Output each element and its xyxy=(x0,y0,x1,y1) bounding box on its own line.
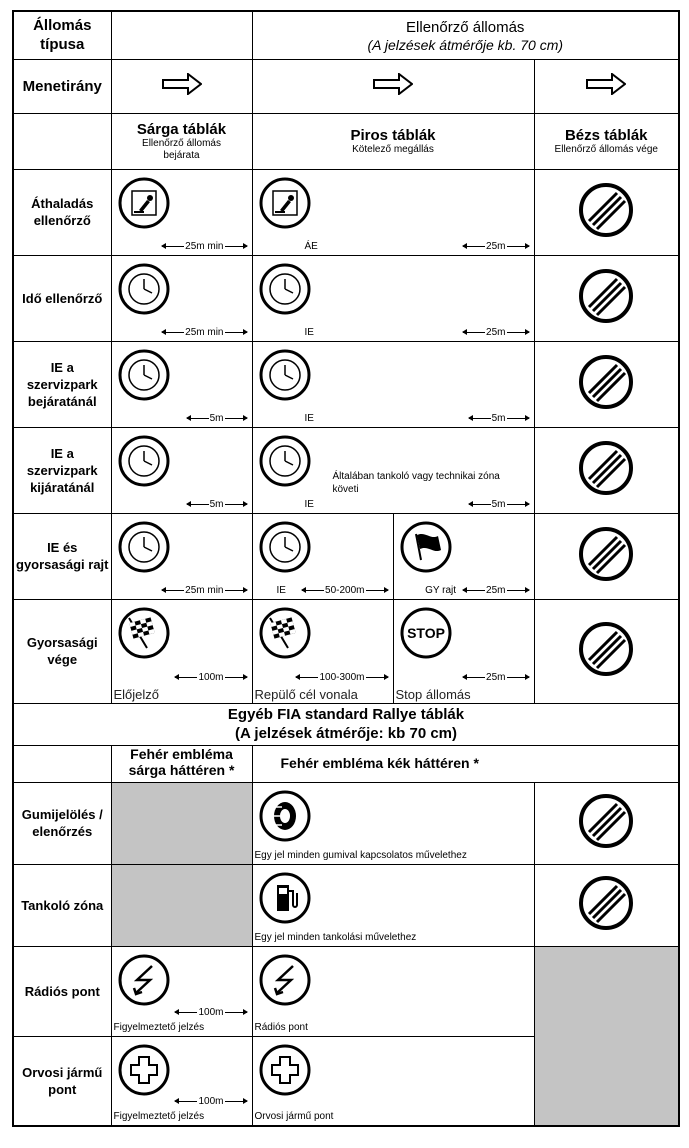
direction-arrow-icon xyxy=(373,73,413,95)
direction-arrow-icon xyxy=(586,73,626,95)
stamp-icon xyxy=(117,176,171,230)
table-row: Orvosi jármű pont 100m Figyelmeztető jelzés Orvosi jármű pont xyxy=(13,1036,679,1126)
checkered-flag-icon xyxy=(258,606,312,660)
page-subtitle: (A jelzések átmérője kb. 70 cm) xyxy=(367,36,564,53)
fia-blue-column-header: Fehér embléma kék háttéren * xyxy=(252,745,679,782)
radio-icon xyxy=(117,953,171,1007)
sign-caption: Stop állomás xyxy=(395,686,471,702)
end-of-zone-icon xyxy=(577,792,635,850)
clock-icon xyxy=(117,348,171,402)
table-row: IE a szervizpark kijáratánál 5m Általában tankoló vagy technikai zóna követi IE 5m xyxy=(13,427,679,513)
end-of-zone-icon xyxy=(577,874,635,932)
station-type-header: Állomás típusa xyxy=(13,11,111,59)
yellow-column-header: Sárga táblák Ellenőrző állomás bejárata xyxy=(111,113,252,169)
clock-icon xyxy=(117,434,171,488)
clock-icon xyxy=(117,520,171,574)
checkered-flag-icon xyxy=(117,606,171,660)
medical-cross-icon xyxy=(258,1043,312,1097)
control-code: IE xyxy=(304,326,314,338)
fia-title: Egyéb FIA standard Rallye táblák xyxy=(227,706,465,723)
flag-icon xyxy=(399,520,453,574)
row-label: Gyorsasági vége xyxy=(13,599,111,703)
table-row: Áthaladás ellenőrző 25m min ÁE 25m xyxy=(13,169,679,255)
direction-label: Menetirány xyxy=(13,59,111,113)
sign-caption: Figyelmeztető jelzés xyxy=(113,1021,205,1033)
table-row: Rádiós pont 100m Figyelmeztető jelzés Rádiós pont xyxy=(13,946,679,1036)
radio-icon xyxy=(258,953,312,1007)
control-station-table xyxy=(12,10,680,1127)
table-row: Idő ellenőrző 25m min IE 25m xyxy=(13,255,679,341)
sign-caption: Orvosi jármű pont xyxy=(254,1111,334,1122)
row-label: Áthaladás ellenőrző xyxy=(13,169,111,255)
row-label: Gumijelölés / elenőrzés xyxy=(13,782,111,864)
fia-subtitle: (A jelzések átmérője: kb 70 cm) xyxy=(234,725,458,742)
row-label: IE a szervizpark bejáratánál xyxy=(13,341,111,427)
control-code: IE xyxy=(304,498,314,510)
control-code: ÁE xyxy=(304,240,318,252)
end-of-zone-icon xyxy=(577,353,635,411)
beige-column-header: Bézs táblák Ellenőrző állomás vége xyxy=(534,113,679,169)
row-label: Rádiós pont xyxy=(13,946,111,1036)
tyre-icon xyxy=(258,789,312,843)
end-of-zone-icon xyxy=(577,267,635,325)
sign-caption: Előjelző xyxy=(113,686,160,702)
stop-icon xyxy=(399,606,453,660)
row-label: IE a szervizpark kijáratánál xyxy=(13,427,111,513)
table-row xyxy=(13,864,679,946)
sign-caption: Egy jel minden gumival kapcsolatos művelethez xyxy=(254,849,467,861)
clock-icon xyxy=(117,262,171,316)
sign-caption: Figyelmeztető jelzés xyxy=(113,1111,205,1122)
row-label: Idő ellenőrző xyxy=(13,255,111,341)
clock-icon xyxy=(258,434,312,488)
fuel-pump-icon xyxy=(258,871,312,925)
row-label: Orvosi jármű pont xyxy=(13,1036,111,1126)
sign-caption: Rádiós pont xyxy=(254,1021,308,1033)
row-label: IE és gyorsasági rajt xyxy=(13,513,111,599)
stamp-icon xyxy=(258,176,312,230)
note-text: Általában tankoló vagy technikai zóna követi xyxy=(332,470,500,495)
red-column-header: Piros táblák Kötelező megállás xyxy=(252,113,534,169)
stop-text: STOP xyxy=(406,624,445,641)
control-code: IE xyxy=(304,412,314,424)
end-of-zone-icon xyxy=(577,439,635,497)
row-label: Tankoló zóna xyxy=(13,864,111,946)
end-of-zone-icon xyxy=(577,620,635,678)
sign-caption: Egy jel minden tankolási művelethez xyxy=(254,931,417,943)
table-row: IE és gyorsasági rajt 25m min IE 50-200m GY rajt 25m xyxy=(13,513,679,599)
table-row: Gyorsasági vége 100m Előjelző 100-300m Repülő cél vonala STOP 25m Stop állomás xyxy=(13,599,679,703)
control-code: IE xyxy=(276,584,286,596)
page-title: Ellenőrző állomás xyxy=(406,18,525,36)
sign-caption: Repülő cél vonala xyxy=(254,686,358,702)
clock-icon xyxy=(258,348,312,402)
clock-icon xyxy=(258,520,312,574)
medical-cross-icon xyxy=(117,1043,171,1097)
table-row xyxy=(13,782,679,864)
end-of-zone-icon xyxy=(577,525,635,583)
clock-icon xyxy=(258,262,312,316)
table-row: IE a szervizpark bejáratánál 5m IE 5m xyxy=(13,341,679,427)
end-of-zone-icon xyxy=(577,181,635,239)
direction-arrow-icon xyxy=(162,73,202,95)
fia-yellow-column-header: Fehér embléma sárga háttéren * xyxy=(111,745,252,782)
